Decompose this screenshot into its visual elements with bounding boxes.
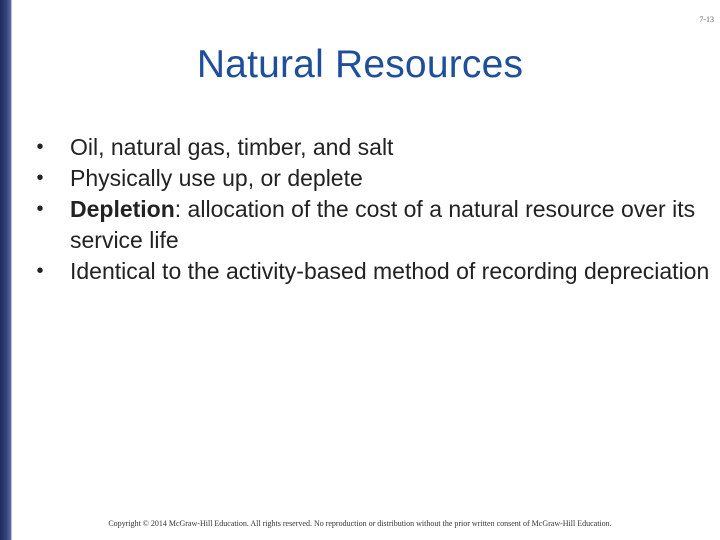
slide-number: 7-13 xyxy=(699,15,714,24)
bullet-list xyxy=(30,132,710,287)
bullet-item xyxy=(30,132,710,163)
slide-title: Natural Resources xyxy=(196,43,524,86)
bullet-text: Oil, natural gas, timber, and salt xyxy=(70,134,394,160)
bullet-dot-icon: • xyxy=(36,136,44,158)
bullet-text: Identical to the activity-based method of recording depreciation xyxy=(70,258,710,284)
bullet-text: Physically use up, or deplete xyxy=(70,165,363,191)
bullet-dot-icon: • xyxy=(36,198,44,220)
bullet-text: : allocation of the cost of a natural resource over its service life xyxy=(70,196,696,253)
bullet-term: Depletion xyxy=(70,196,175,222)
bullet-item xyxy=(30,256,710,287)
bullet-dot-icon: • xyxy=(36,260,44,282)
copyright-notice: Copyright © 2014 McGraw-Hill Education. All rights reserved. No reproduction or distribution without the prior written consent of McGraw-Hill Education. xyxy=(108,519,612,528)
bullet-dot-icon: • xyxy=(36,167,44,189)
bullet-item xyxy=(30,163,710,194)
bullet-item xyxy=(30,194,710,256)
